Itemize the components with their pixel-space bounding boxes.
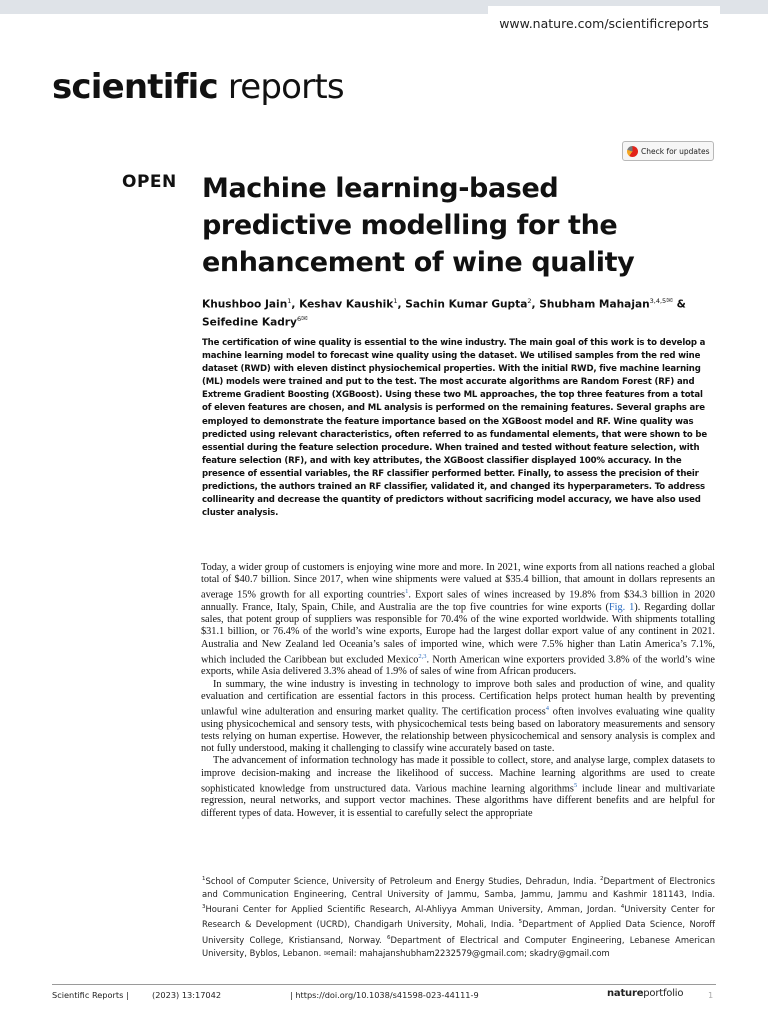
reference-link[interactable]: 5 xyxy=(573,781,578,789)
author-affiliation-sup: 1 xyxy=(393,297,398,305)
author-list xyxy=(202,294,712,329)
check-for-updates-label: Check for updates xyxy=(641,146,710,156)
page-number: 1 xyxy=(708,990,714,1000)
footer-journal: Scientific Reports | xyxy=(52,990,129,1000)
footer-citation: (2023) 13:17042 xyxy=(152,990,222,1000)
author-affiliation-sup: 6✉ xyxy=(296,313,308,323)
author-separator: , xyxy=(531,298,540,311)
reference-link[interactable]: 4 xyxy=(545,705,550,713)
envelope-icon[interactable]: ✉ xyxy=(301,313,308,323)
author-name[interactable]: Sachin Kumar Gupta xyxy=(405,298,528,311)
author-name[interactable]: Shubham Mahajan xyxy=(539,298,650,311)
author-separator: , xyxy=(291,298,300,311)
nature-portfolio-logo: natureportfolio xyxy=(607,988,684,999)
masthead-reports: reports xyxy=(227,67,344,107)
author-affiliation-sup: 1 xyxy=(287,297,292,305)
author-separator: , xyxy=(397,298,406,311)
author-affiliation-sup: 3,4,5✉ xyxy=(649,296,673,305)
masthead-scientific: scientific xyxy=(52,67,218,107)
author-name[interactable]: Keshav Kaushik xyxy=(299,298,394,311)
journal-url[interactable]: www.nature.com/scientificreports xyxy=(488,6,720,40)
author-name[interactable]: Khushboo Jain xyxy=(202,298,288,311)
crossmark-icon xyxy=(627,146,638,157)
reference-link[interactable]: 1 xyxy=(405,588,409,596)
envelope-icon: ✉ xyxy=(323,948,331,958)
main-text xyxy=(201,562,715,820)
author-name[interactable]: Seifedine Kadry xyxy=(202,316,297,329)
author-affiliation-sup: 2 xyxy=(527,297,532,305)
body-paragraph: In summary, the wine industry is investing in technology to improve both sales and production of wine, and quality evaluation and certification are essential factors in this process. Certification helps protect human health by preventing unlawful wine adulteration and ensuring market quality. The certification process$^4$ often involves evaluating wine quality using physicochemical and sensory tests, with physicochemical tests being based on laboratory measurements and sensory tests relying on human expertise. However, the relationship between physicochemical and sensory analysis is complex and not fully understood, making it challenging to classify wine accurately based on taste. xyxy=(201,678,716,755)
abstract: The certification of wine quality is essential to the wine industry. The main goal of this work is to develop a machine learning model to forecast wine quality using the dataset. We utilised samples from the red wine dataset (RWD) with eleven distinct physiochemical properties. With the initial RWD, five machine learning (ML) models were trained and put to the test. The most accurate algorithms are Random Forest (RF) and Extreme Gradient Boosting (XGBoost). Using these two ML approaches, the top three features from a total of eleven features are chosen, and ML analysis is performed on the remaining features. Several graphs are employed to demonstrate the feature importance based on the XGBoost model and RF. Wine quality was predicted using relevant characteristics, often referred to as fundamental elements, that were shown to be essential during the feature selection procedure. When trained and tested without feature selection, with feature selection (RF), and with key attributes, the XGBoost classifier displayed 100% accuracy. In the presence of essential variables, the RF classifier performed better. Finally, to assess the precision of their predictions, the authors trained an RF classifier, validated it, and changed its hyperparameters. To address collinearity and decrease the quantity of predictors without sacrificing model accuracy, we have also used cluster analysis. xyxy=(202,338,707,519)
body-paragraph: Today, a wider group of customers is enjoying wine more and more. In 2021, wine exports from all nations reached a global total of $40.7 billion. Since 2017, when wine shipments were valued at $35.4 billion, that amount in dollars represents an average 15% growth for all exporting countries$^1$. Export sales of wines increased by 19.8% from $34.3 billion in 2020 annually. France, Italy, Spain, Chile, and Australia are the top five countries for wine exports (Fig. 1). Regarding dollar sales, that potent group of suppliers was responsible for 70.4% of the wine exported worldwide. With shipments totalling $31.1 billion, or 76.4% of the world’s wine exports, Europe had the largest dollar export value of any continent in 2021. Australia and New Zealand led Oceania’s sales of imported wine, which were 7.5% higher than Latin America’s 7.1%, which included the Caribbean but excluded Mexico$^{2,3}$. North American wine exporters provided 3.8% of the world’s wine exports, while Asia delivered 3.3% ahead of 1.9% of sales of wine from African producers. xyxy=(201,562,715,678)
footer-divider xyxy=(52,984,716,985)
journal-masthead xyxy=(52,62,344,112)
article-title: Machine learning-based predictive modelling for the enhancement of wine quality xyxy=(202,173,635,278)
footer-doi-link[interactable]: | https://doi.org/10.1038/s41598-023-44111-9 xyxy=(290,990,479,1000)
affiliations: $^1$School of Computer Science, University of Petroleum and Energy Studies, Dehradun, India. $^2$Department of Electronics and Communication Engineering, Central University of Jammu, Samba, Jammu, Jammu and Kashmir 181143, India. $^3$Hourani Center for Applied Scientific Research, Al-Ahliyya Amman University, Amman, Jordan. $^4$University Center for Research & Development (UCRD), Chandigarh University, Mohali, India. $^5$Department of Applied Data Science, Noroff University College, Kristiansand, Norway. $^6$Department of Electrical and Computer Engineering, Lebanese American University, Byblos, Lebanon. ✉email: mahajanshubham2232579@gmail.com; skadry@gmail.com xyxy=(202,875,716,958)
page-footer xyxy=(52,990,716,1004)
reference-link[interactable]: 2,3 xyxy=(418,652,427,660)
figure-link[interactable]: Fig. 1 xyxy=(608,602,635,614)
body-paragraph: The advancement of information technology has made it possible to collect, store, and analyse large, complex datasets to improve decision-making and increase the likelihood of success. Machine learning algorithms are used to create sophisticated knowledge from unstructured data. Various machine learning algorithms$^5$ include linear and multivariate regression, neural networks, and support vector machines. These algorithms have different benefits and are helpful for different types of data. However, it is essential to carefully select the appropriate xyxy=(201,755,715,819)
check-for-updates-button[interactable] xyxy=(622,141,714,161)
author-emails[interactable]: mahajanshubham2232579@gmail.com; skadry@gmail.com xyxy=(359,947,610,958)
author-separator: & xyxy=(672,298,686,311)
open-access-label: OPEN xyxy=(122,172,177,192)
envelope-icon[interactable]: ✉ xyxy=(666,296,673,305)
